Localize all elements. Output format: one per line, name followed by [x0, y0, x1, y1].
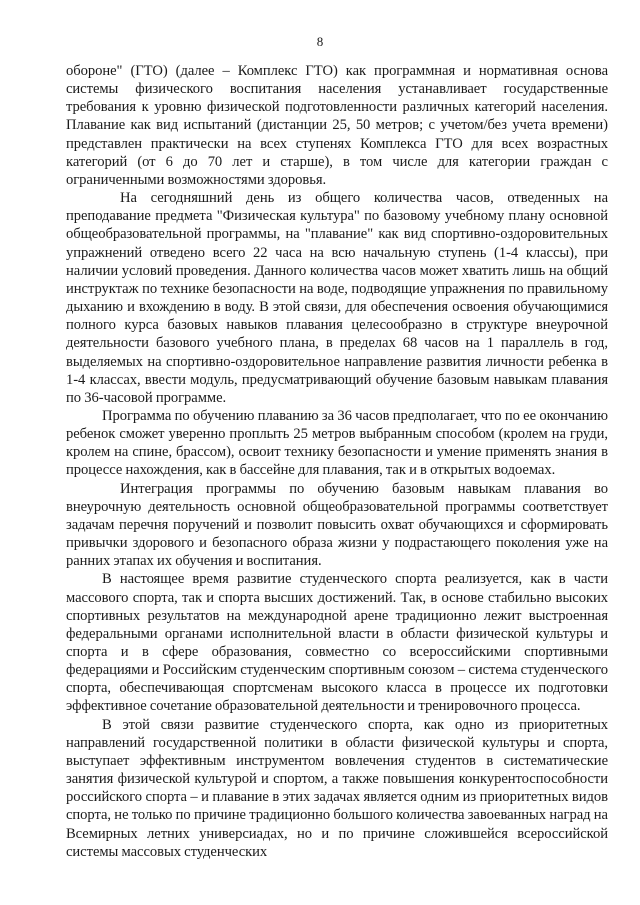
paragraph-student-sport: В настоящее время развитие студенческого спорта реализуется, как в части массового спорта, так и спорта высших достижений. Так, в основе стабильно высоких спортивных результатов на международной арене традиционно лежит выстроенная федеральными органами исполнительной власти в области физической культуры и спорта и в сфере образования, совместно со всероссийскими спортивными федерациями и Российским студенческим спортивным союзом – система студенческого спорта, обеспечивающая спортсменам высокого класса в процессе их подготовки эффективное сочетание образовательной деятельности и тренировочного процесса. [66, 571, 608, 715]
document-body [66, 62, 608, 861]
paragraph-swimming-hours: На сегодняшний день из общего количества часов, отведенных на преподавание предмета "Физическая культура" по базовому учебному плану основной общеобразовательной программы, на "плавание" как вид спортивно-оздоровительных упражнений отведено всего 22 часа на всю начальную ступень (1-4 классы), при наличии условий проведения. Данного количества часов может хватить лишь на общий инструктаж по технике безопасности на воде, подводящие упражнения по правильному дыханию и вхождению в воду. В этой связи, для обеспечения освоения обучающимися полного курса базовых навыков плавания целесообразно в структуре внеурочной деятельности базового учебного плана, в пределах 68 часов на 1 параллель в год, выделяемых на спортивно-оздоровительное направление развития личности ребенка в 1-4 классах, ввести модуль, предусматривающий обучение базовым навыкам плавания по 36-часовой программе. [66, 190, 608, 406]
page-number: 8 [316, 34, 324, 49]
paragraph-integration: Интеграция программы по обучению базовым навыкам плавания во внеурочную деятельность основной общеобразовательной программы соответствует задачам перечня поручений и позволит повысить охват обучающихся и сформировать привычки здорового и безопасного образа жизни у подрастающего поколения уже на ранних этапах их обучения и воспитания. [66, 480, 608, 570]
paragraph-student-sport-development: В этой связи развитие студенческого спорта, как одно из приоритетных направлений государственной политики в области физической культуры и спорта, выступает эффективным инструментом вовлечения студентов в систематические занятия физической культурой и спортом, а также повышения конкурентоспособности российского спорта – и плавание в этих задачах является одним из приоритетных видов спорта, не только по причине традиционно большого количества завоеванных наград на Всемирных летних универсиадах, но и по причине сложившейся всероссийской системы массовых студенческих [66, 716, 608, 860]
paragraph-gto-continuation: обороне" (ГТО) (далее – Комплекс ГТО) как программная и нормативная основа системы физического воспитания населения устанавливает государственные требования к уровню физической подготовленности различных категорий населения. Плавание как вид испытаний (дистанции 25, 50 метров; с учетом/без учета времени) представлен практически на всех ступенях Комплекса ГТО для всех возрастных категорий (от 6 до 70 лет и старше), в том числе для категории граждан с ограниченными возможностями здоровья. [66, 63, 608, 188]
paragraph-36-hour-program: Программа по обучению плаванию за 36 часов предполагает, что по ее окончанию ребенок сможет уверенно проплыть 25 метров выбранным способом (кролем на груди, кролем на спине, брассом), освоит технику безопасности и умение применять знания в процессе нахождения, как в бассейне для плавания, так и в открытых водоемах. [66, 407, 608, 479]
